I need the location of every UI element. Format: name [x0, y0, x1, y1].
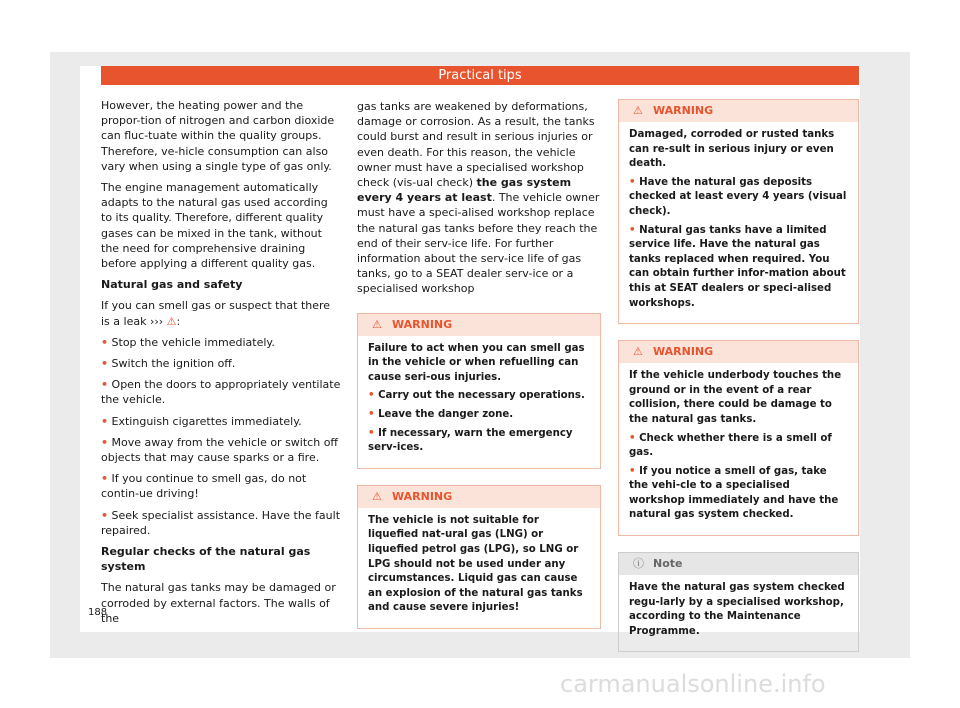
column-3: [618, 99, 859, 668]
warning-icon: ⚠: [633, 104, 643, 117]
warning-box: [618, 340, 859, 536]
list-item: • Natural gas tanks have a limited service life. Have the natural gas tanks replaced when required. You can obtain further infor-mation about this at SEAT dealers or speci-alised workshops.: [629, 224, 846, 309]
list-item: • If you continue to smell gas, do not contin-ue driving!: [101, 472, 307, 501]
paragraph: The engine management automatically adapts to the natural gas used according to its quality. Therefore, different quality gases can be mixed in the tank, without the need for comprehensive draining before applying a different quality gas.: [101, 181, 328, 271]
list-item: • Open the doors to appropriately ventilate the vehicle.: [101, 378, 341, 407]
list-item: • Have the natural gas deposits checked at least every 4 years (visual check).: [629, 176, 847, 217]
bullet-icon: •: [368, 427, 375, 439]
warning-box: [357, 313, 601, 469]
column-1: [101, 98, 341, 632]
bullet-icon: •: [629, 176, 636, 188]
bullet-icon: •: [101, 508, 109, 522]
bullet-icon: •: [629, 224, 636, 236]
cross-reference-link[interactable]: ›››: [149, 314, 164, 328]
list-item: • Check whether there is a smell of gas.: [629, 432, 832, 459]
bullet-icon: •: [101, 414, 109, 428]
note-header: ⓘ Note: [619, 553, 858, 575]
warning-text: If the vehicle underbody touches the ground or in the event of a rear collision, there could be damage to the natural gas tanks.: [629, 370, 842, 425]
bullet-icon: •: [629, 432, 636, 444]
section-header: Practical tips: [101, 66, 859, 85]
paragraph: The natural gas tanks may be damaged or corroded by external factors. The walls of the: [101, 581, 336, 625]
warning-text: Failure to act when you can smell gas in the vehicle or when refuelling can cause seri-ous injuries.: [368, 342, 585, 383]
list-item: • Extinguish cigarettes immediately.: [101, 414, 302, 428]
warning-icon: ⚠: [166, 314, 177, 328]
page-number: 188: [88, 607, 108, 618]
warning-header: ⚠ WARNING: [619, 100, 858, 122]
list-item: • Switch the ignition off.: [101, 357, 236, 371]
warning-text: Damaged, corroded or rusted tanks can re-sult in serious injury or even death.: [629, 129, 835, 170]
warning-header: ⚠ WARNING: [358, 486, 600, 508]
note-text: Have the natural gas system checked regu-larly by a specialised workshop, according to the Maintenance Programme.: [629, 582, 845, 637]
warning-box: [618, 99, 859, 324]
column-2: [357, 99, 601, 645]
info-icon: ⓘ: [633, 557, 644, 571]
watermark: carmanualsonline.info: [560, 670, 826, 698]
paragraph: However, the heating power and the propor-tion of nitrogen and carbon dioxide can fluc-tuate within the quality groups. Therefore, ve-hicle consumption can also vary when using a single type of gas only.: [101, 99, 335, 173]
paragraph: gas tanks are weakened by deformations, damage or corrosion. As a result, the tanks could burst and result in serious injuries or even death. For this reason, the vehicle owner must have a specialised workshop check (vis-ual check) the gas system every 4 years at least. The vehicle owner must have a speci-alised workshop replace the natural gas tanks before they reach the end of their serv-ice life. For further information about the serv-ice life of gas tanks, go to a SEAT dealer serv-ice or a specialised workshop: [357, 100, 600, 296]
warning-text: The vehicle is not suitable for liquefied nat-ural gas (LNG) or liquefied petrol gas (LPG), so LNG or LPG should not be used under any circumstances. Liquid gas can cause an explosion of the natural gas tanks and cause severe injuries!: [368, 514, 583, 614]
bullet-icon: •: [101, 378, 109, 392]
list-item: • Seek specialist assistance. Have the fault repaired.: [101, 508, 341, 537]
warning-icon: ⚠: [372, 317, 382, 331]
warning-icon: ⚠: [633, 345, 643, 359]
list-item: • Carry out the necessary operations.: [368, 390, 585, 402]
section-heading: Natural gas and safety: [101, 278, 243, 292]
bullet-icon: •: [101, 357, 109, 371]
bullet-icon: •: [368, 390, 375, 402]
paragraph: If you can smell gas or suspect that there is a leak ››› ⚠:: [101, 299, 331, 328]
list-item: • If necessary, warn the emergency serv-ices.: [368, 427, 573, 454]
section-heading: Regular checks of the natural gas system: [101, 545, 311, 574]
bullet-icon: •: [629, 465, 636, 477]
bullet-icon: •: [101, 435, 109, 449]
bullet-icon: •: [101, 472, 109, 486]
warning-header: ⚠ WARNING: [358, 314, 600, 336]
note-box: [618, 552, 859, 652]
list-item: • Stop the vehicle immediately.: [101, 335, 275, 349]
warning-box: [357, 485, 601, 629]
bullet-icon: •: [368, 409, 375, 421]
list-item: • Move away from the vehicle or switch off objects that may cause sparks or a fire.: [101, 435, 338, 465]
warning-header: ⚠ WARNING: [619, 341, 858, 363]
bullet-icon: •: [101, 335, 109, 349]
list-item: • If you notice a smell of gas, take the vehi-cle to a specialised workshop immediately and have the natural gas system checked.: [629, 465, 839, 521]
warning-icon: ⚠: [372, 489, 382, 503]
list-item: • Leave the danger zone.: [368, 409, 514, 421]
